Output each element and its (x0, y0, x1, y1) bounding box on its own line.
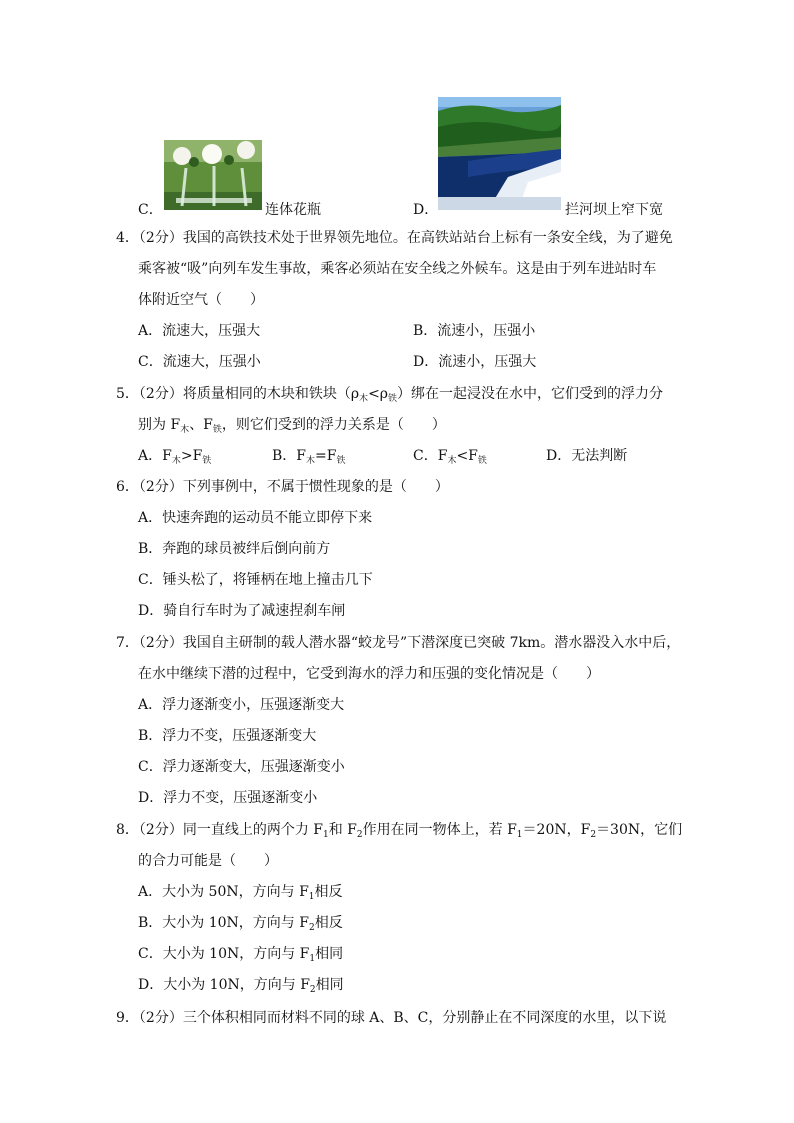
q4-stem-line1: 4．（2分）我国的高铁技术处于世界领先地位。在高铁站站台上标有一条安全线，为了避免 (116, 230, 673, 246)
q4-stem-line2: 乘客被“吸”向列车发生事故，乘客必须站在安全线之外候车。这是由于列车进站时车 (138, 261, 657, 277)
q7-stem-line2: 在水中继续下潜的过程中，它受到海水的浮力和压强的变化情况是（ ） (138, 666, 600, 682)
q6-option-d: D．骑自行车时为了减速捏刹车闸 (138, 603, 346, 619)
q8-stem-line1: 8．（2分）同一直线上的两个力 $F_1$和 $F_2$作用在同一物体上，若 $F_1=20N$，$F_2=30N$，它们 (116, 822, 683, 840)
option-c-text: 连体花瓶 (265, 202, 321, 218)
q5-stem-line2: 别为 $F_木$、$F_铁$，则它们受到的浮力关系是（ ） (138, 417, 446, 435)
q4-option-d: D．流速小，压强大 (413, 354, 537, 370)
q6-option-c: C．锤头松了，将锤柄在地上撞击几下 (138, 572, 373, 588)
q9-stem-line1: 9．（2分）三个体积相同而材料不同的球 A、B、C，分别静止在不同深度的水里，以下说 (116, 1010, 667, 1026)
q8-option-a: A．大小为 50N，方向与 $F_1$相反 (138, 884, 343, 902)
q7-option-d: D．浮力不变，压强逐渐变小 (138, 790, 318, 806)
q7-option-b: B．浮力不变，压强逐渐变大 (138, 728, 317, 744)
q5-option-b: B．$F_木=F_铁$ (272, 448, 346, 466)
option-c-label: C． (138, 202, 163, 218)
q4-option-b: B．流速小，压强小 (413, 323, 536, 339)
option-d-text: 拦河坝上窄下宽 (565, 202, 663, 218)
q6-option-a: A．快速奔跑的运动员不能立即停下来 (138, 510, 373, 526)
q8-stem-line2: 的合力可能是（ ） (138, 853, 278, 869)
q7-option-a: A．浮力逐渐变小，压强逐渐变大 (138, 697, 345, 713)
q8-option-d: D．大小为 10N，方向与 $F_2$相同 (138, 977, 344, 995)
vase-photo (164, 140, 262, 210)
option-d-label: D． (413, 202, 439, 218)
q4-option-a: A．流速大，压强大 (138, 323, 261, 339)
q5-stem-line1: 5．（2分）将质量相同的木块和铁块$(\rho_木<\rho_铁)$绑在一起浸没在水中，它们受到的浮力分 (116, 386, 664, 404)
q7-option-c: C．浮力逐渐变大，压强逐渐变小 (138, 759, 345, 775)
q6-option-b: B．奔跑的球员被绊后倒向前方 (138, 541, 331, 557)
q8-option-b: B．大小为 10N，方向与 $F_2$相反 (138, 915, 343, 933)
q5-option-d: D．无法判断 (546, 448, 628, 464)
q4-stem-line3: 体附近空气（ ） (138, 292, 264, 308)
q6-stem: 6．（2分）下列事例中，不属于惯性现象的是（ ） (116, 479, 449, 495)
q8-option-c: C．大小为 10N，方向与 $F_1$相同 (138, 946, 344, 964)
q7-stem-line1: 7．（2分）我国自主研制的载人潜水器“蛟龙号”下潜深度已突破 7km。潜水器没入水中后， (116, 635, 681, 651)
q5-option-a: A．$F_木>F_铁$ (138, 448, 212, 466)
q5-option-c: C．$F_木<F_铁$ (413, 448, 487, 466)
dam-photo (438, 97, 561, 210)
q4-option-c: C．流速大，压强小 (138, 354, 261, 370)
